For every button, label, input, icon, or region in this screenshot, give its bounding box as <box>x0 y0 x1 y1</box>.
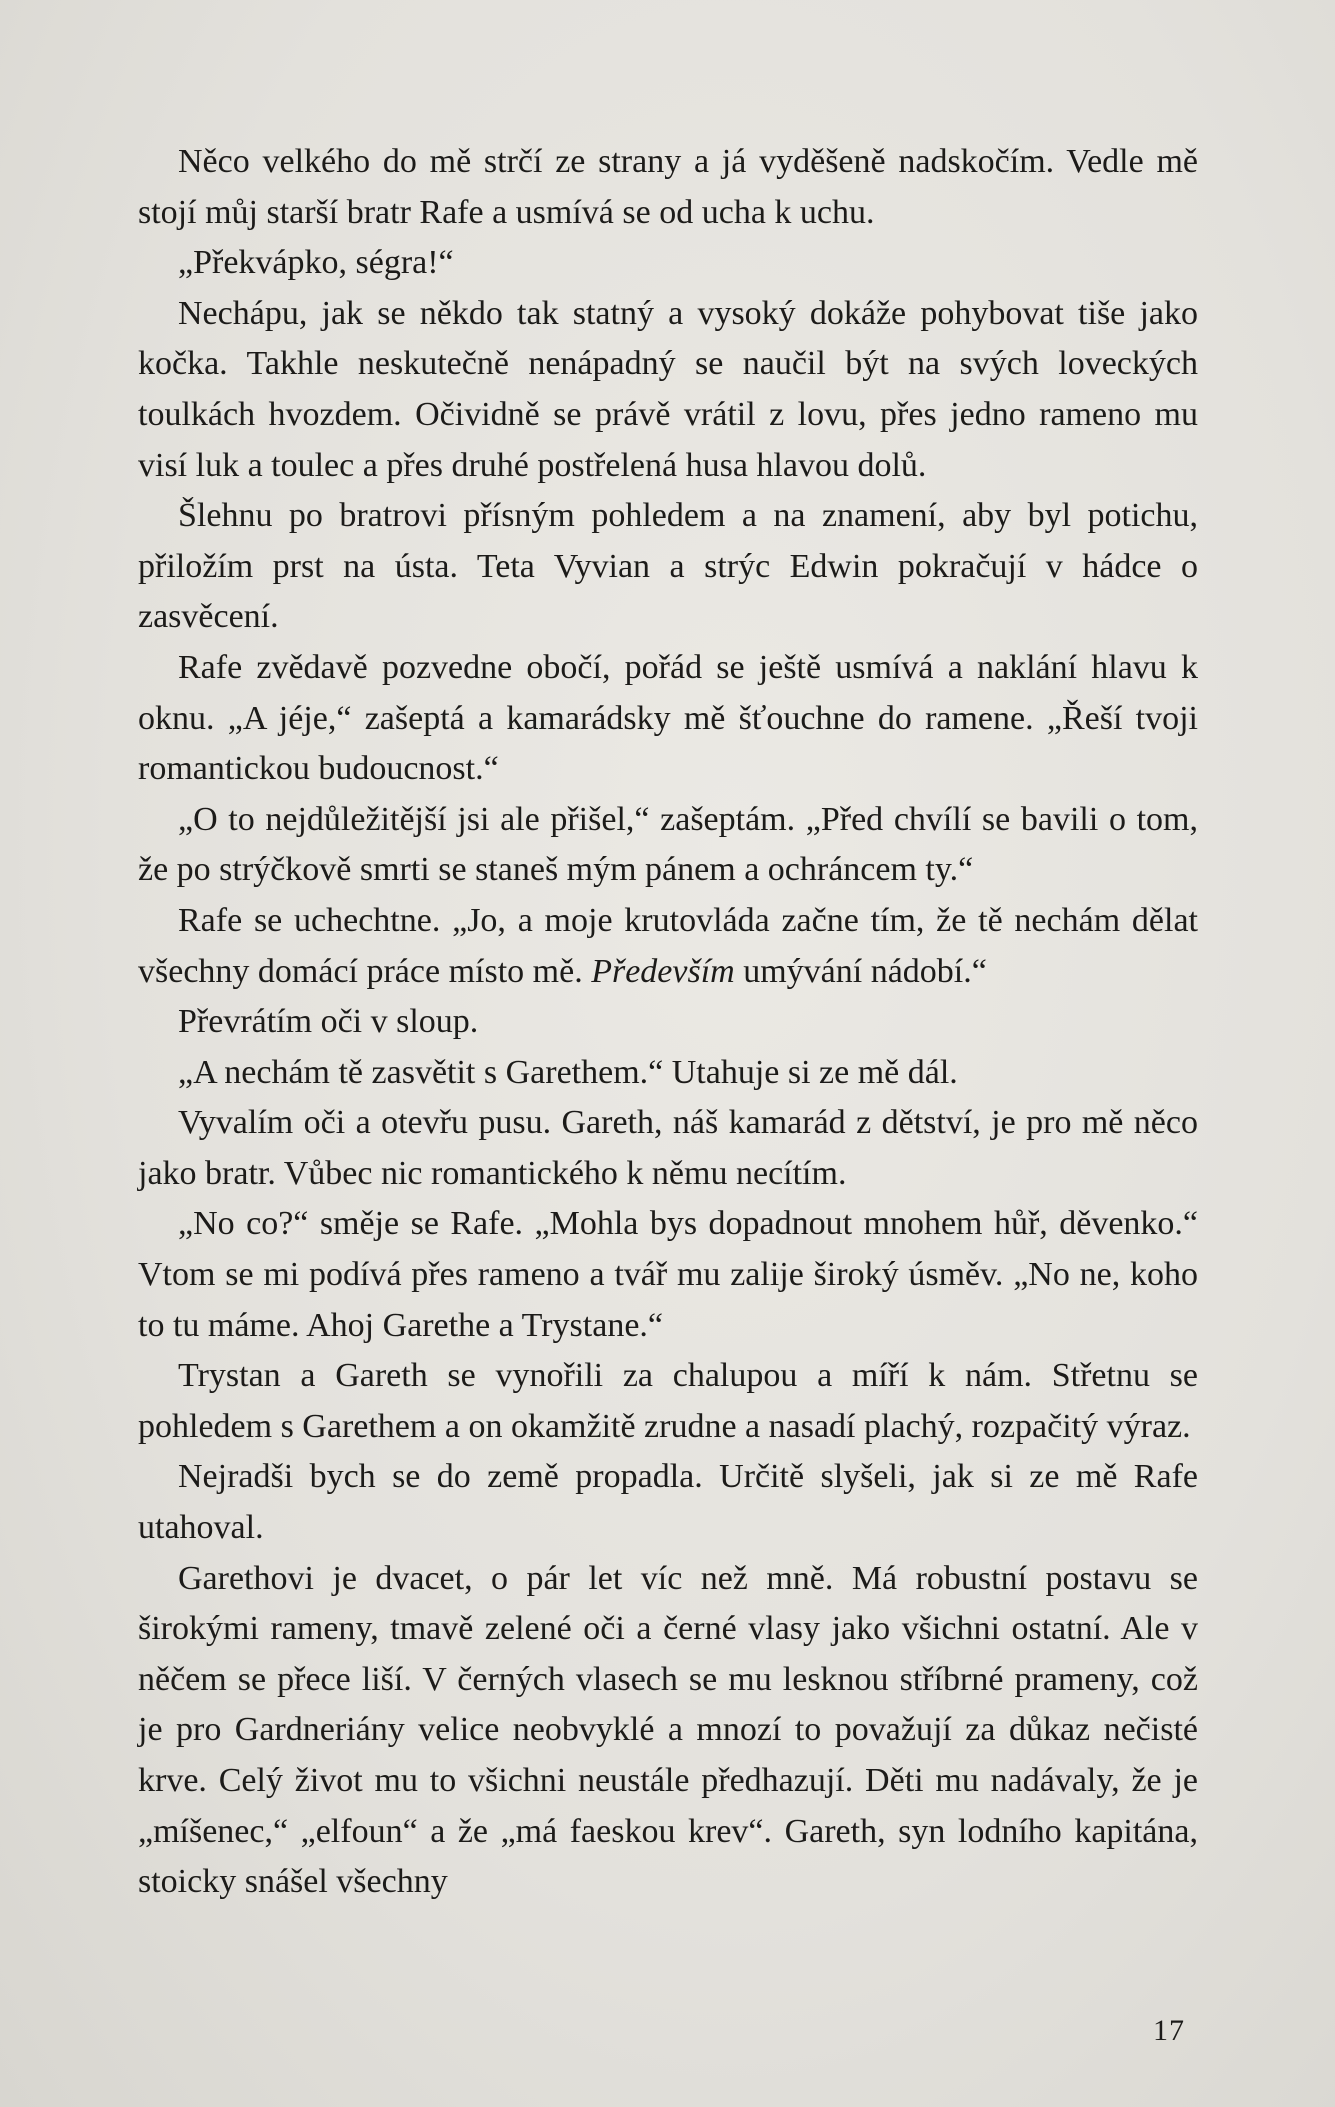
paragraph-4: Šlehnu po bratrovi přísným pohledem a na znamení, aby byl potichu, přiložím prst na ústa. Teta Vyvian a strýc Edwin pokračují v hádce o zasvěcení. <box>138 497 1198 636</box>
paragraph-8: Převrátím oči v sloup. <box>178 1003 479 1041</box>
paragraph-14: Garethovi je dvacet, o pár let víc než mně. Má robustní postavu se širokými rameny, tmavě zelené oči a černé vlasy jako všichni ostatní. Ale v něčem se přece liší. V černých vlasech se mu lesknou stříbrné prameny, což je pro Gardneriány velice neobvyklé a mnozí to považují za důkaz nečisté krve. Celý život mu to všichni neustále předhazují. Děti mu nadávaly, že je „míšenec,“ „elfoun“ a že „má faeskou krev“. Gareth, syn lodního kapitána, stoicky snášel všechny <box>138 1559 1198 1901</box>
paragraph-1: Něco velkého do mě strčí ze strany a já vyděšeně nadskočím. Vedle mě stojí můj starší bratr Rafe a usmívá se od ucha k uchu. <box>138 143 1198 231</box>
paragraph-6: „O to nejdůležitější jsi ale přišel,“ zašeptám. „Před chvílí se bavili o tom, že po strýčkově smrti se staneš mým pánem a ochráncem ty.“ <box>138 800 1198 889</box>
paragraph-7-italic: Především <box>591 952 735 990</box>
paragraph-12: Trystan a Gareth se vynořili za chalupou a míří k nám. Střetnu se pohledem s Garethem a on okamžitě zrudne a nasadí plachý, rozpačitý výraz. <box>138 1357 1198 1445</box>
paragraph-3: Nechápu, jak se někdo tak statný a vysoký dokáže pohybovat tiše jako kočka. Takhle neskutečně nenápadný se naučil být na svých loveckých toulkách hvozdem. Očividně se právě vrátil z lovu, přes jedno rameno mu visí luk a toulec a přes druhé postřelená husa hlavou dolů. <box>138 294 1198 484</box>
paragraph-7 <box>138 896 1198 997</box>
paragraph-10: Vyvalím oči a otevřu pusu. Gareth, náš kamarád z dětství, je pro mě něco jako bratr. Vůbec nic romantického k němu necítím. <box>138 1104 1198 1192</box>
paragraph-5: Rafe zvědavě pozvedne obočí, pořád se ještě usmívá a naklání hlavu k oknu. „A jéje,“ zašeptá a kamarádsky mě šťouchne do ramene. „Řeší tvoji romantickou budoucnost.“ <box>138 648 1198 788</box>
paragraph-13: Nejradši bych se do země propadla. Určitě slyšeli, jak si ze mě Rafe utahoval. <box>138 1458 1198 1547</box>
paragraph-11: „No co?“ směje se Rafe. „Mohla bys dopadnout mnohem hůř, děvenko.“ Vtom se mi podívá přes rameno a tvář mu zalije široký úsměv. „No ne, koho to tu máme. Ahoj Garethe a Trystane.“ <box>138 1205 1198 1344</box>
paragraph-2: „Překvápko, ségra!“ <box>178 244 454 282</box>
paragraph-7-end: umývání nádobí.“ <box>734 952 987 990</box>
paragraph-7-start: Rafe se uchechtne. „Jo, a moje krutovláda začne tím, že tě nechám dělat všechny domácí práce místo mě. <box>138 901 1198 990</box>
paragraph-9: „A nechám tě zasvětit s Garethem.“ Utahuje si ze mě dál. <box>178 1053 958 1091</box>
page-body <box>138 137 1198 2027</box>
page-number: 17 <box>1153 2014 1185 2047</box>
text-block <box>138 137 1198 1908</box>
